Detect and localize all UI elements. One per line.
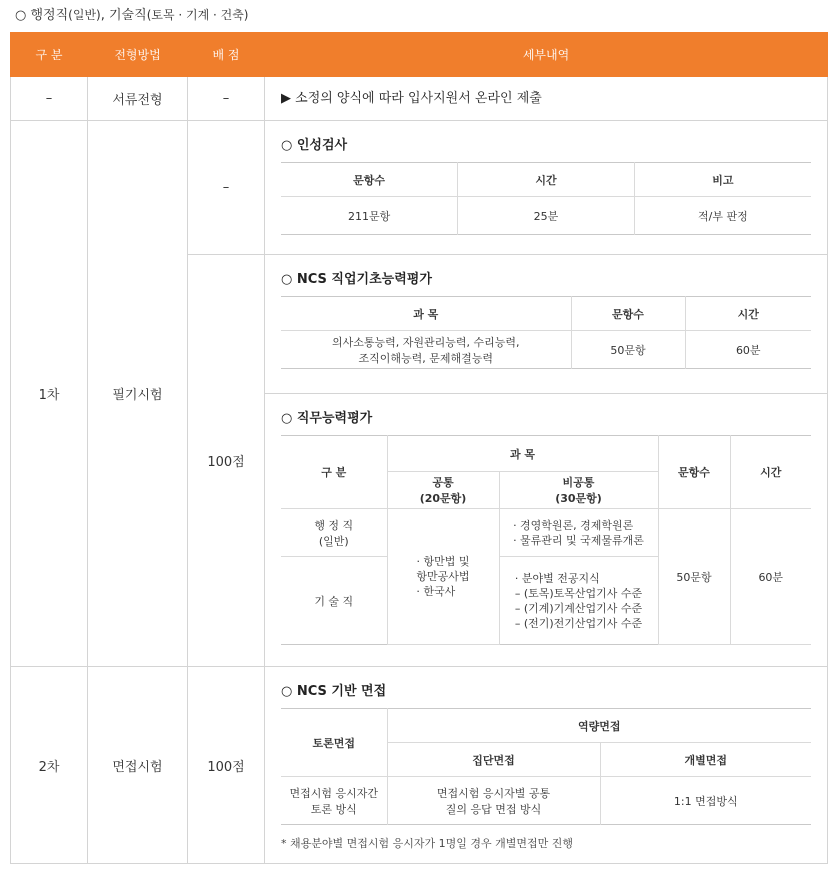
job-header-subject: 과 목 (387, 436, 658, 472)
score-cell: 100점 (188, 255, 265, 667)
score-cell: – (188, 77, 265, 121)
interview-group (387, 777, 600, 825)
selection-process-table (10, 32, 828, 864)
interview-debate-line2: 토론 방식 (310, 802, 357, 816)
interview-table (281, 708, 811, 825)
interview-header-debate: 토론면접 (281, 709, 387, 777)
ncs-header-count: 문항수 (571, 297, 685, 331)
ncs-subjects-line1: 의사소통능력, 자원관리능력, 수리능력, (332, 335, 520, 349)
score-cell: – (188, 121, 265, 255)
table-row-interview (11, 667, 828, 864)
heading-admin: 행정직 (30, 8, 69, 23)
job-header-count: 문항수 (658, 436, 730, 509)
interview-group-line2: 질의 응답 면접 방식 (445, 802, 542, 816)
interview-note: * 채용분야별 면접시험 응시자가 1명일 경우 개별면접만 진행 (281, 837, 573, 850)
list-item: – (전기)전기산업기사 수준 (514, 616, 643, 630)
job-tech-subjects (499, 557, 658, 645)
job-header-division: 구 분 (281, 436, 387, 509)
interview-header-competency: 역량면접 (387, 709, 811, 743)
method-cell: 면접시험 (88, 667, 188, 864)
personality-detail-cell (265, 121, 828, 255)
stage-cell: 1차 (11, 121, 88, 667)
score-cell: 100점 (188, 667, 265, 864)
list-item: · 항만법 및 (416, 555, 470, 568)
stage-cell: – (11, 77, 88, 121)
job-common-list (416, 554, 469, 599)
job-detail-cell (265, 394, 828, 667)
header-division: 구 분 (11, 33, 88, 77)
job-header-common (387, 472, 499, 509)
interview-header-individual: 개별면접 (600, 743, 811, 777)
interview-title: ○ NCS 기반 면접 (281, 684, 387, 699)
interview-debate (281, 777, 387, 825)
list-item: · 한국사 (416, 585, 456, 598)
personality-header-count: 문항수 (281, 163, 458, 197)
job-title: ○ 직무능력평가 (281, 411, 373, 426)
job-admin-list (513, 518, 644, 548)
ncs-title: ○ NCS 직업기초능력평가 (281, 272, 432, 287)
job-header-noncommon (499, 472, 658, 509)
ncs-count: 50문항 (571, 331, 685, 369)
ncs-subjects (281, 331, 571, 369)
personality-remark: 적/부 판정 (634, 197, 811, 235)
heading-tech: , 기술직 (100, 8, 147, 23)
job-common-subjects (387, 509, 499, 645)
ncs-header-time: 시간 (685, 297, 811, 331)
job-count: 50문항 (658, 509, 730, 645)
method-cell: 서류전형 (88, 77, 188, 121)
job-header-noncommon-label: 비공통 (562, 476, 595, 489)
job-header-time: 시간 (730, 436, 811, 509)
heading-tech-sub: (토목 · 기계 · 건축) (146, 8, 249, 22)
table-row-written-1 (11, 121, 828, 255)
personality-table (281, 162, 811, 235)
ncs-time: 60분 (685, 331, 811, 369)
ncs-table (281, 296, 811, 369)
job-table (281, 435, 811, 645)
list-item: – (토목)토목산업기사 수준 (514, 586, 643, 600)
job-admin-label (281, 509, 387, 557)
interview-header-group: 집단면접 (387, 743, 600, 777)
personality-header-remark: 비고 (634, 163, 811, 197)
list-item: · 경영학원론, 경제학원론 (513, 518, 634, 532)
job-header-common-count: (20문항) (419, 492, 467, 505)
personality-count: 211문항 (281, 197, 458, 235)
list-item: · 물류관리 및 국제물류개론 (513, 533, 644, 547)
job-header-common-label: 공통 (432, 476, 454, 489)
personality-time: 25분 (458, 197, 635, 235)
header-score: 배 점 (188, 33, 265, 77)
method-cell: 필기시험 (88, 121, 188, 667)
ncs-subjects-line2: 조직이해능력, 문제해결능력 (358, 351, 493, 365)
detail-cell (265, 77, 828, 121)
document-detail-text: ▶ 소정의 양식에 따라 입사지원서 온라인 제출 (281, 91, 542, 106)
heading-admin-sub: (일반) (68, 8, 101, 22)
list-item: – (기계)기계산업기사 수준 (514, 601, 643, 615)
list-item: 항만공사법 (416, 570, 470, 583)
heading-bullet: ○ (15, 8, 27, 23)
list-item: · 분야별 전공지식 (514, 571, 600, 585)
job-header-noncommon-count: (30문항) (555, 492, 602, 505)
personality-header-time: 시간 (458, 163, 635, 197)
interview-debate-line1: 면접시험 응시자간 (289, 786, 378, 800)
job-tech-label: 기 술 직 (281, 557, 387, 645)
personality-title: ○ 인성검사 (281, 138, 348, 153)
section-heading (15, 4, 249, 23)
job-admin-line2: (일반) (318, 534, 349, 548)
ncs-detail-cell (265, 255, 828, 394)
stage-cell: 2차 (11, 667, 88, 864)
interview-detail-cell (265, 667, 828, 864)
job-admin-subjects (499, 509, 658, 557)
table-header-row (11, 33, 828, 77)
interview-individual: 1:1 면접방식 (600, 777, 811, 825)
interview-group-line1: 면접시험 응시자별 공통 (436, 786, 551, 800)
job-tech-list (515, 571, 642, 631)
header-method: 전형방법 (88, 33, 188, 77)
header-detail: 세부내역 (265, 33, 828, 77)
job-admin-line1: 행 정 직 (314, 518, 354, 532)
job-time: 60분 (730, 509, 811, 645)
table-row-document (11, 77, 828, 121)
ncs-header-subject: 과 목 (281, 297, 571, 331)
